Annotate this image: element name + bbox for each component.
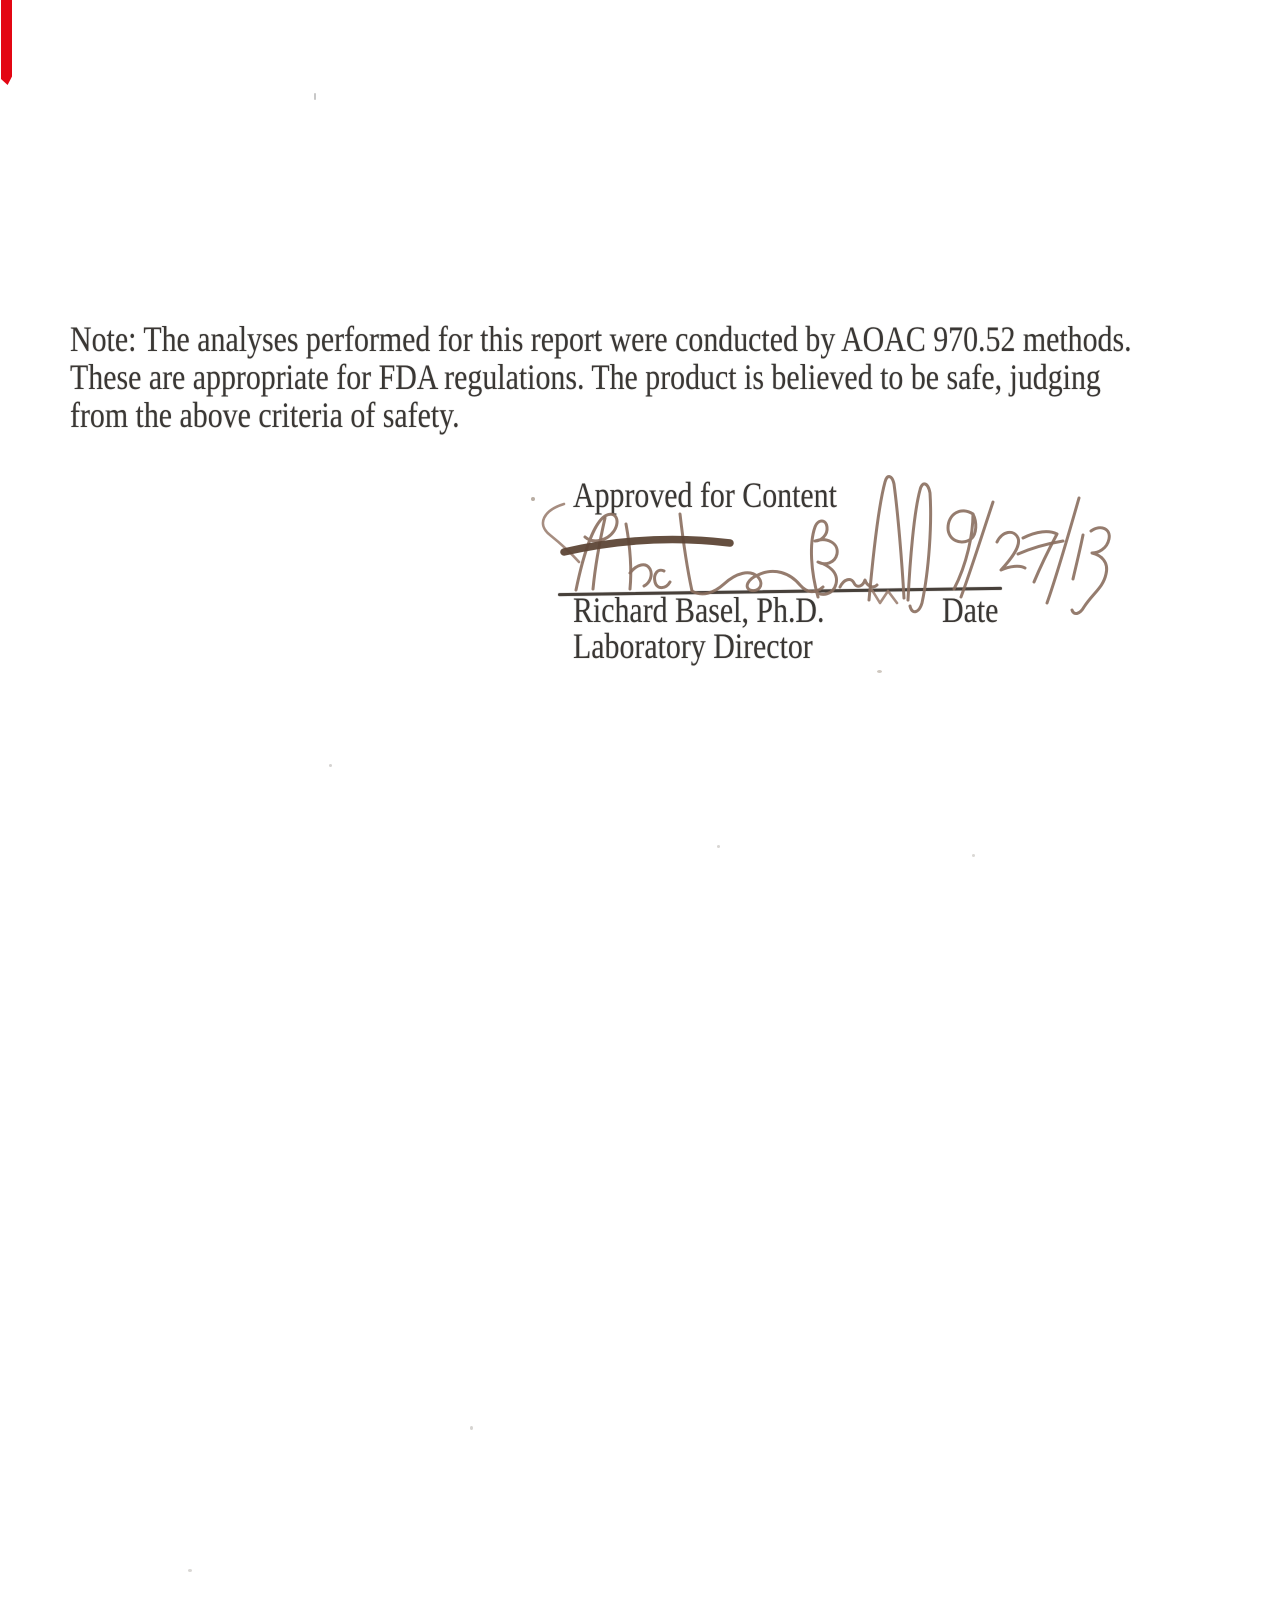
- scan-speck: [531, 497, 535, 501]
- scan-speck: [717, 845, 720, 848]
- note-paragraph: [70, 320, 1132, 434]
- note-line-2: These are appropriate for FDA regulations. The product is believed to be safe, judging: [70, 357, 1101, 397]
- scan-speck: [972, 854, 975, 857]
- signer-title: Laboratory Director: [573, 626, 813, 666]
- note-line-1: Note: The analyses performed for this report were conducted by AOAC 970.52 methods.: [70, 319, 1132, 359]
- scan-speck: [314, 93, 316, 100]
- scan-speck: [188, 1569, 192, 1572]
- scan-speck: [329, 764, 332, 767]
- scanner-artifact-red-stripe: [1, 0, 12, 85]
- signer-name: Richard Basel, Ph.D.: [573, 590, 825, 630]
- note-line-3: from the above criteria of safety.: [70, 395, 460, 435]
- scan-speck: [470, 1426, 473, 1430]
- approval-heading: Approved for Content: [573, 475, 837, 515]
- date-label: Date: [942, 590, 999, 630]
- scan-speck: [877, 670, 882, 673]
